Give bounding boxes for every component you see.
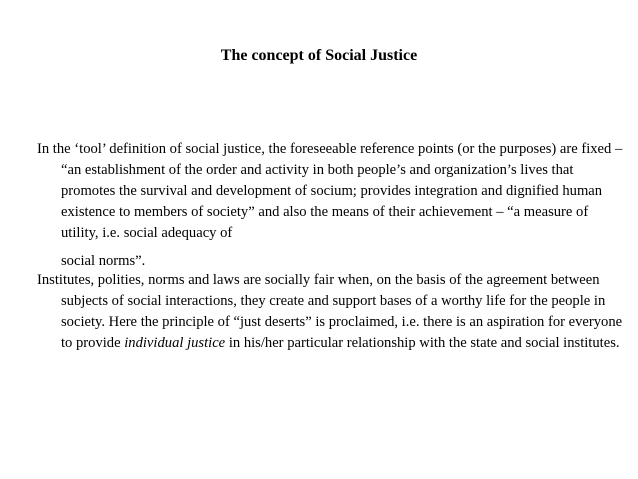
paragraph-institutes-text: Institutes, polities, norms and laws are socially fair when, on the basis of the agreement between subjects of social interactions, they create and support bases of a worthy life for the people in society. Here the principle of “just deserts” is proclaimed, i.e. there is an aspiration for everyone to provide [37, 272, 623, 351]
paragraph-tool-definition-end: social norms”. [61, 253, 146, 269]
paragraph-institutes [37, 270, 629, 354]
slide-title: The concept of Social Justice [220, 47, 418, 64]
emphasis-individual-justice: individual justice [124, 335, 226, 351]
paragraph-tool-definition-text: In the ‘tool’ definition of social justice, the foreseeable reference points (or the purposes) are fixed – “an establishment of the order and activity in both people’s and organization’s lives that promotes the survival and development of socium; provides integration and dignified human existence to members of society” and also the means of their achievement – “a measure of utility, i.e. social adequacy of [37, 141, 623, 241]
paragraph-institutes-end: in his/her particular relationship with the state and social institutes. [225, 335, 620, 351]
paragraph-tool-definition [37, 139, 629, 272]
